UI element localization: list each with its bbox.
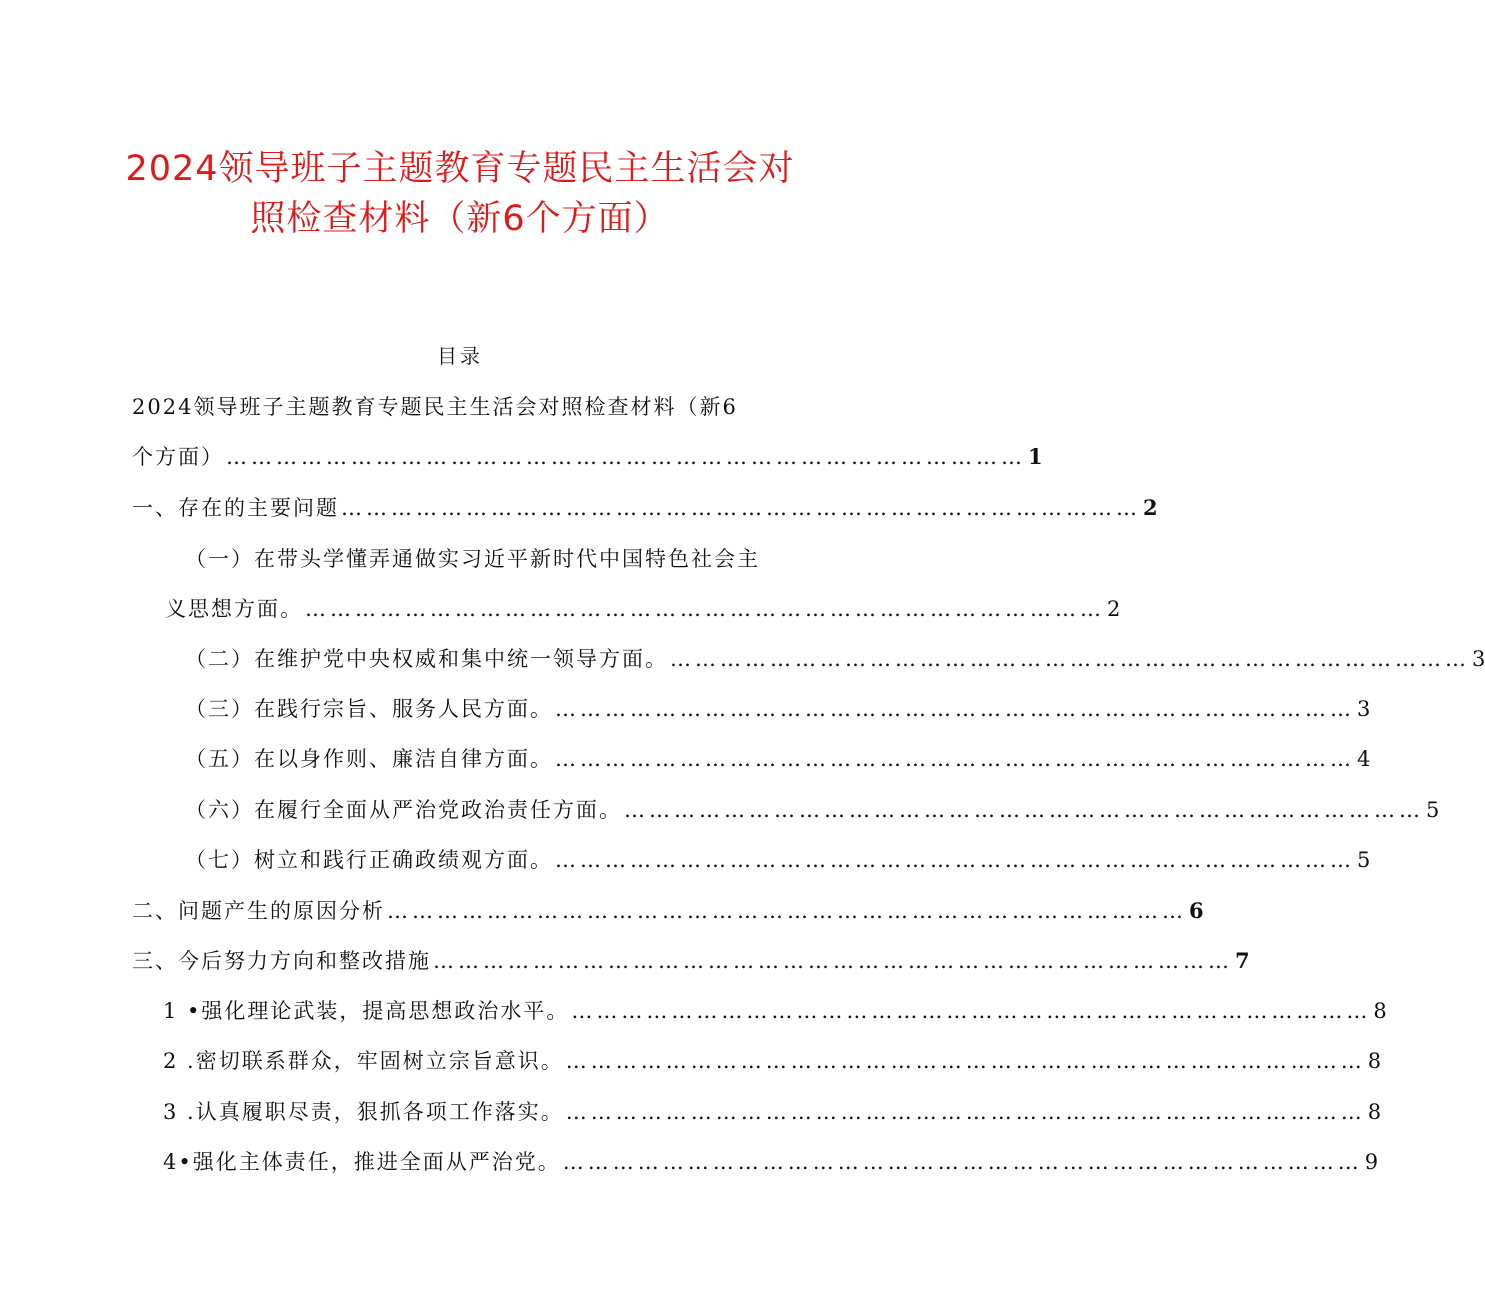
toc-page-number: 8 bbox=[1367, 1100, 1382, 1124]
toc-entry-text: （六）在履行全面从严治党政治责任方面。 bbox=[185, 798, 622, 822]
toc-entry-text: 二、问题产生的原因分析 bbox=[132, 899, 385, 923]
toc-entry-text: （二）在维护党中央权威和集中统一领导方面。 bbox=[185, 647, 668, 671]
toc-entry-text: 一、存在的主要问题 bbox=[132, 496, 339, 520]
toc-leader-dots: …………………………………………………………………………………… bbox=[433, 949, 1233, 973]
toc-page-number: 9 bbox=[1364, 1150, 1379, 1174]
toc-entry[interactable] bbox=[165, 594, 1121, 624]
toc-entry-text: 2024领导班子主题教育专题民主生活会对照检查材料（新6 bbox=[132, 395, 738, 419]
toc-entry-text: （三）在践行宗旨、服务人民方面。 bbox=[185, 697, 553, 721]
toc-entry[interactable] bbox=[163, 996, 1387, 1026]
toc-entry-text: （七）树立和践行正确政绩观方面。 bbox=[185, 848, 553, 872]
toc-page-number: 2 bbox=[1143, 495, 1158, 520]
toc-leader-dots: …………………………………………………………………………………… bbox=[305, 597, 1105, 621]
toc-leader-dots: …………………………………………………………………………………… bbox=[226, 445, 1026, 469]
toc-entry[interactable] bbox=[163, 1147, 1379, 1177]
toc-entry-text: （五）在以身作则、廉洁自律方面。 bbox=[185, 747, 553, 771]
toc-entry[interactable] bbox=[185, 795, 1440, 825]
toc-entry-text: 三、今后努力方向和整改措施 bbox=[132, 949, 431, 973]
toc-leader-dots: …………………………………………………………………………………… bbox=[562, 1150, 1363, 1174]
toc-leader-dots: …………………………………………………………………………………… bbox=[555, 697, 1355, 721]
toc-entry-text: 个方面） bbox=[132, 445, 224, 469]
toc-entry[interactable] bbox=[185, 644, 1485, 674]
toc-entry[interactable] bbox=[185, 744, 1371, 774]
document-title-line2: 照检查材料（新6个方面） bbox=[250, 199, 670, 239]
toc-heading: 目录 bbox=[437, 344, 483, 368]
toc-entry-text: 3 .认真履职尽责，狠抓各项工作落实。 bbox=[163, 1100, 564, 1124]
toc-leader-dots: …………………………………………………………………………………… bbox=[565, 1100, 1366, 1124]
toc-entry-text: 1 •强化理论武装，提高思想政治水平。 bbox=[163, 999, 570, 1023]
toc-entry-text: 义思想方面。 bbox=[165, 597, 303, 621]
toc-leader-dots: …………………………………………………………………………………… bbox=[624, 798, 1424, 822]
toc-page-number: 3 bbox=[1357, 697, 1371, 721]
toc-entry[interactable] bbox=[185, 845, 1371, 875]
toc-entry-text: （一）在带头学懂弄通做实习近平新时代中国特色社会主 bbox=[185, 547, 760, 571]
toc-entry[interactable] bbox=[185, 544, 775, 574]
toc-entry[interactable] bbox=[132, 493, 1158, 523]
toc-entry-title-line1 bbox=[132, 392, 772, 422]
toc-page-number: 1 bbox=[1028, 444, 1043, 469]
toc-entry[interactable] bbox=[132, 946, 1250, 976]
toc-page-number: 8 bbox=[1373, 999, 1387, 1023]
toc-leader-dots: …………………………………………………………………………………… bbox=[565, 1049, 1366, 1073]
toc-leader-dots: …………………………………………………………………………………… bbox=[555, 747, 1355, 771]
toc-entry[interactable] bbox=[163, 1097, 1382, 1127]
toc-leader-dots: …………………………………………………………………………………… bbox=[571, 999, 1372, 1023]
toc-leader-dots: …………………………………………………………………………………… bbox=[670, 647, 1470, 671]
toc-page-number: 5 bbox=[1426, 798, 1440, 822]
toc-page-number: 2 bbox=[1107, 597, 1121, 621]
toc-leader-dots: …………………………………………………………………………………… bbox=[341, 496, 1141, 520]
document-title-line1: 2024领导班子主题教育专题民主生活会对 bbox=[125, 149, 795, 189]
toc-page-number: 5 bbox=[1357, 848, 1371, 872]
toc-page-number: 8 bbox=[1367, 1049, 1382, 1073]
toc-entry-text: 4•强化主体责任，推进全面从严治党。 bbox=[163, 1150, 561, 1174]
toc-entry[interactable] bbox=[163, 1046, 1382, 1076]
toc-leader-dots: …………………………………………………………………………………… bbox=[555, 848, 1355, 872]
toc-page-number: 7 bbox=[1235, 948, 1250, 973]
toc-entry[interactable] bbox=[185, 694, 1371, 724]
toc-entry[interactable] bbox=[132, 896, 1204, 926]
toc-page-number: 3 bbox=[1472, 647, 1485, 671]
toc-page-number: 4 bbox=[1357, 747, 1371, 771]
toc-leader-dots: …………………………………………………………………………………… bbox=[387, 899, 1187, 923]
toc-page-number: 6 bbox=[1189, 898, 1204, 923]
toc-entry-text: 2 .密切联系群众，牢固树立宗旨意识。 bbox=[163, 1049, 564, 1073]
toc-entry-title-line2[interactable] bbox=[132, 442, 1043, 472]
